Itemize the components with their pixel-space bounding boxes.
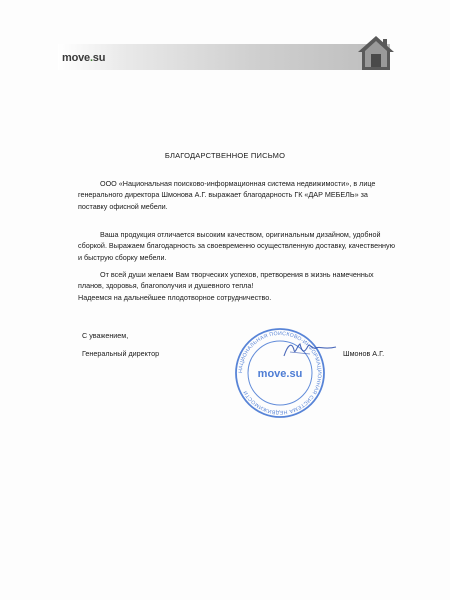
signer-position: Генеральный директор xyxy=(82,349,160,358)
paragraph-2-text: Ваша продукция отличается высоким качеством, оригинальным дизайном, удобной сборкой. Выражаем благодарность за своевременно осуществленную доставку, качественную и быструю сборку мебели. xyxy=(78,230,395,262)
stamp-ring-text: НАЦИОНАЛЬНАЯ ПОИСКОВО-ИНФОРМАЦИОННАЯ СИСТЕМА НЕДВИЖИМОСТИ xyxy=(237,330,323,416)
stamp-center-text: move.su xyxy=(257,368,303,380)
paragraph-1-text: ООО «Национальная поисково-информационная система недвижимости», в лице генерального директора Шмонова А.Г. выражает благодарность ГК «ДАР МЕБЕЛЬ» за поставку офисной мебели. xyxy=(78,179,376,211)
paragraph-4-text: Надеемся на дальнейшее плодотворное сотрудничество. xyxy=(78,292,272,302)
signer-name: Шмонов А.Г. xyxy=(343,349,385,358)
paragraph-3 xyxy=(78,269,396,303)
closing-phrase: С уважением, xyxy=(82,331,129,340)
house-icon xyxy=(356,34,396,72)
letter-title: БЛАГОДАРСТВЕННОЕ ПИСЬМО xyxy=(164,151,286,160)
paragraph-2 xyxy=(78,229,396,263)
logo-dot: . xyxy=(89,52,93,64)
logo-tld: su xyxy=(92,52,106,64)
logo-text: move xyxy=(62,52,90,64)
handwritten-signature xyxy=(280,338,340,362)
paragraph-1 xyxy=(78,178,396,212)
header-logo xyxy=(62,52,105,64)
header-band xyxy=(58,44,390,70)
paragraph-3-text: От всей души желаем Вам творческих успехов, претворения в жизнь намеченных планов, здоровья, благополучия и душевного тепла! xyxy=(78,270,374,291)
